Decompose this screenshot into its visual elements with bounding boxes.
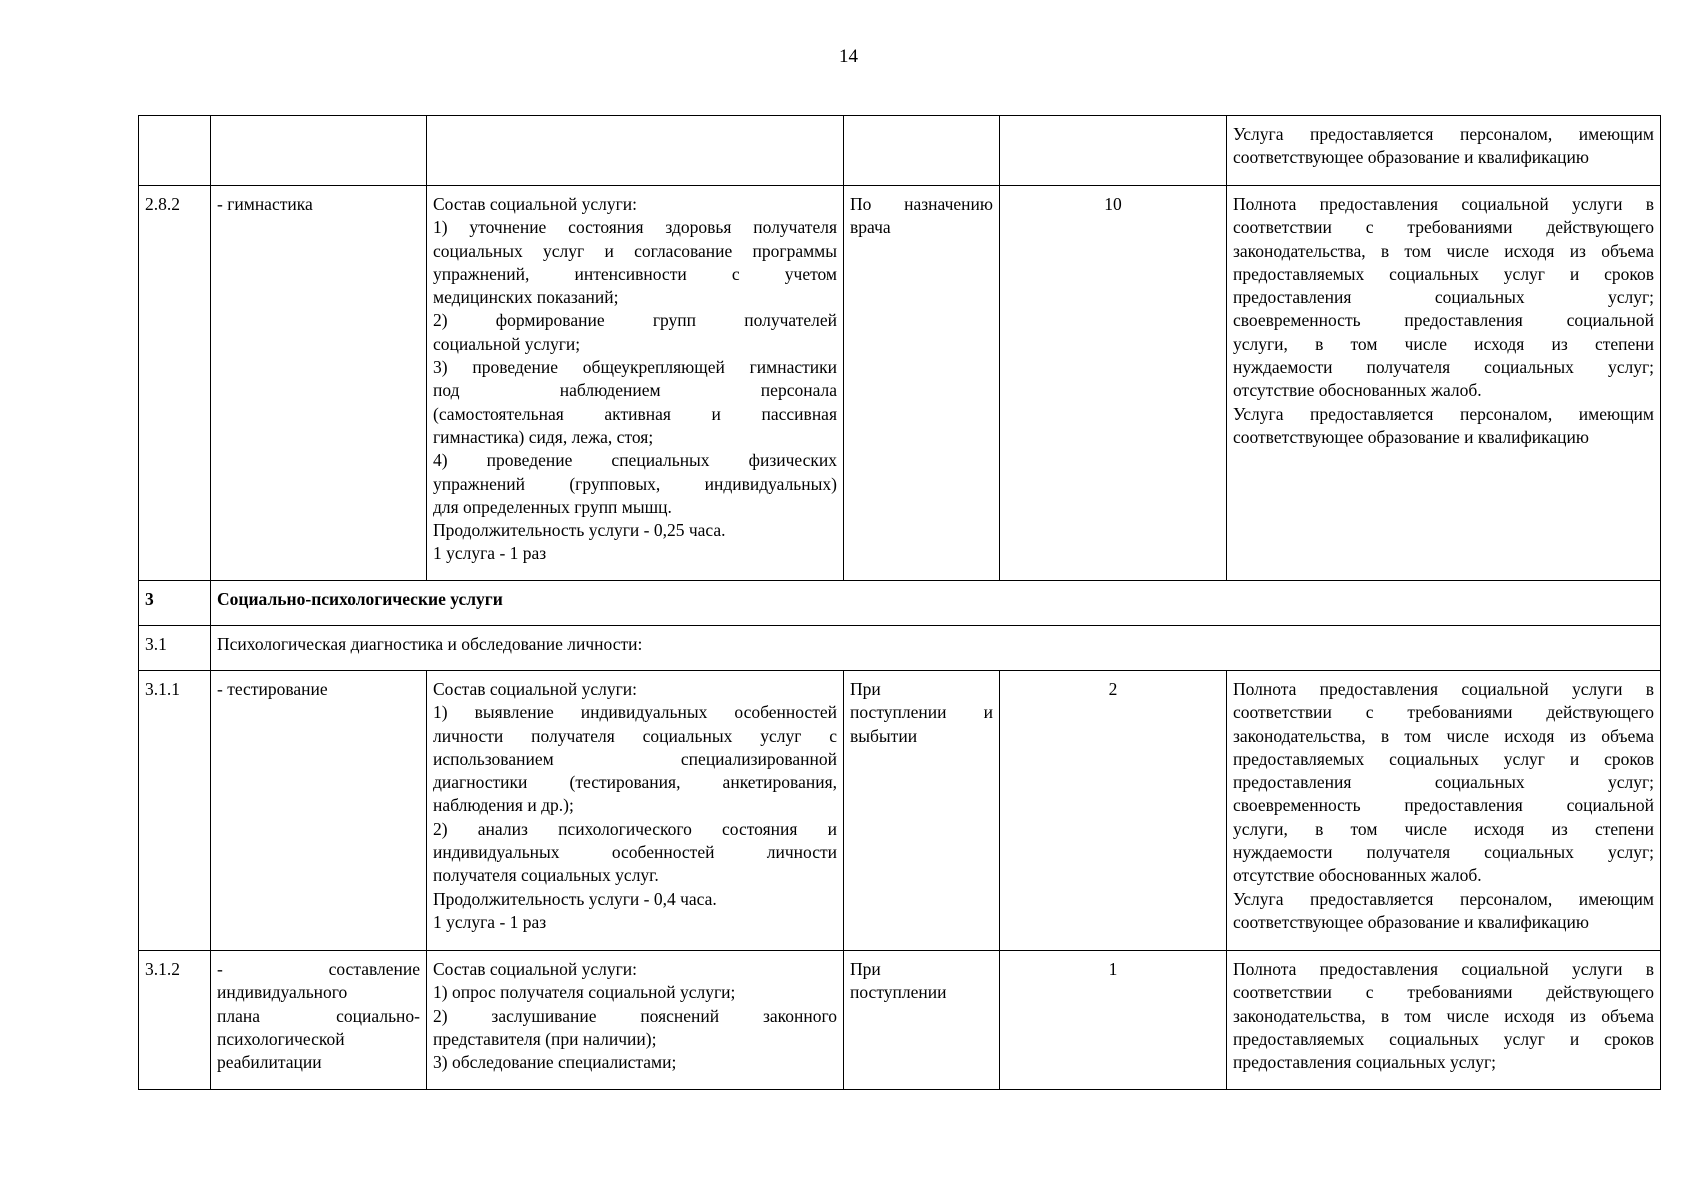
content-cell bbox=[427, 186, 844, 581]
text-line: - составление bbox=[217, 959, 420, 979]
number-cell: 3.1.1 bbox=[139, 671, 211, 951]
table-row bbox=[139, 671, 1661, 951]
text-line: 1 услуга - 1 раз bbox=[433, 543, 547, 564]
content-cell bbox=[427, 951, 844, 1090]
section-number: 3 bbox=[139, 581, 211, 626]
text-line: соответствии с требованиями действующего bbox=[1233, 982, 1654, 1003]
requirements-cell bbox=[1227, 671, 1661, 951]
text-line: под наблюдением персонала bbox=[433, 380, 837, 401]
text-line: (самостоятельная активная и пассивная bbox=[433, 403, 837, 424]
number-cell: 2.8.2 bbox=[139, 186, 211, 581]
subsection-title: Психологическая диагностика и обследование личности: bbox=[211, 626, 1661, 671]
text-line: 2) заслушивание пояснений законного bbox=[433, 1005, 837, 1026]
text-line: Услуга предоставляется персоналом, имеющим bbox=[1233, 888, 1654, 909]
text-line: индивидуального bbox=[217, 982, 348, 1003]
text-line: 2) анализ психологического состояния и bbox=[433, 818, 837, 839]
text-line: психологической bbox=[217, 1028, 345, 1049]
text-line: плана социально- bbox=[217, 1005, 420, 1026]
text-line: По назначению bbox=[850, 194, 993, 214]
subsection-row bbox=[139, 626, 1661, 671]
text-line: наблюдения и др.); bbox=[433, 795, 574, 816]
count-cell bbox=[1000, 116, 1227, 186]
text-line: Полнота предоставления социальной услуги в bbox=[1233, 679, 1654, 699]
text-line: законодательства, в том числе исходя из объема bbox=[1233, 240, 1654, 261]
text-line: Состав социальной услуги: bbox=[433, 679, 638, 699]
text-line: выбытии bbox=[850, 725, 918, 746]
text-line: Продолжительность услуги - 0,25 часа. bbox=[433, 520, 726, 541]
text-line: - гимнастика bbox=[217, 194, 313, 214]
text-line: соответствующее образование и квалификацию bbox=[1233, 147, 1589, 168]
number-cell bbox=[139, 116, 211, 186]
text-line: упражнений, интенсивности с учетом bbox=[433, 263, 837, 284]
section-title: Социально-психологические услуги bbox=[211, 581, 1661, 626]
text-line: 2) формирование групп получателей bbox=[433, 310, 837, 331]
content-cell bbox=[427, 671, 844, 951]
text-line: 1) выявление индивидуальных особенностей bbox=[433, 702, 837, 723]
count-cell: 10 bbox=[1000, 186, 1227, 581]
text-line: предоставления социальных услуг; bbox=[1233, 287, 1654, 308]
name-cell bbox=[211, 186, 427, 581]
text-line: врача bbox=[850, 217, 891, 238]
text-line: отсутствие обоснованных жалоб. bbox=[1233, 865, 1482, 886]
section-row bbox=[139, 581, 1661, 626]
text-line: Состав социальной услуги: bbox=[433, 959, 638, 979]
period-cell bbox=[844, 951, 1000, 1090]
text-line: 1) уточнение состояния здоровья получателя bbox=[433, 217, 837, 238]
table-row bbox=[139, 186, 1661, 581]
text-line: соответствии с требованиями действующего bbox=[1233, 702, 1654, 723]
text-line: Состав социальной услуги: bbox=[433, 194, 638, 214]
name-cell bbox=[211, 116, 427, 186]
name-cell bbox=[211, 951, 427, 1090]
table-row bbox=[139, 951, 1661, 1090]
period-cell bbox=[844, 186, 1000, 581]
text-line: законодательства, в том числе исходя из объема bbox=[1233, 1005, 1654, 1026]
text-line: социальной услуги; bbox=[433, 333, 581, 354]
text-line: своевременность предоставления социальной bbox=[1233, 795, 1654, 816]
text-line: соответствующее образование и квалификацию bbox=[1233, 426, 1589, 447]
text-line: упражнений (групповых, индивидуальных) bbox=[433, 473, 837, 494]
text-line: услуги, в том числе исходя из степени bbox=[1233, 818, 1654, 839]
number-cell: 3.1.2 bbox=[139, 951, 211, 1090]
period-cell bbox=[844, 671, 1000, 951]
text-line: предоставляемых социальных услуг и сроков bbox=[1233, 263, 1654, 284]
text-line: При bbox=[850, 679, 881, 699]
requirements-cell bbox=[1227, 116, 1661, 186]
text-line: поступлении bbox=[850, 982, 947, 1003]
page-number: 14 bbox=[839, 46, 858, 67]
text-line: предоставляемых социальных услуг и сроков bbox=[1233, 748, 1654, 769]
text-line: социальных услуг и согласование программы bbox=[433, 240, 837, 261]
text-line: нуждаемости получателя социальных услуг; bbox=[1233, 842, 1654, 863]
text-line: использованием специализированной bbox=[433, 748, 837, 769]
text-line: соответствии с требованиями действующего bbox=[1233, 217, 1654, 238]
services-table bbox=[138, 115, 1661, 1090]
name-cell bbox=[211, 671, 427, 951]
text-line: диагностики (тестирования, анкетирования, bbox=[433, 772, 837, 793]
text-line: соответствующее образование и квалификацию bbox=[1233, 911, 1589, 932]
text-line: Услуга предоставляется персоналом, имеющим bbox=[1233, 124, 1654, 144]
text-line: Полнота предоставления социальной услуги в bbox=[1233, 959, 1654, 979]
text-line: 1) опрос получателя социальной услуги; bbox=[433, 982, 736, 1003]
table-row bbox=[139, 116, 1661, 186]
text-line: представителя (при наличии); bbox=[433, 1028, 657, 1049]
text-line: получателя социальных услуг. bbox=[433, 865, 659, 886]
text-line: медицинских показаний; bbox=[433, 287, 619, 308]
text-line: своевременность предоставления социальной bbox=[1233, 310, 1654, 331]
count-cell: 1 bbox=[1000, 951, 1227, 1090]
subsection-number: 3.1 bbox=[139, 626, 211, 671]
text-line: нуждаемости получателя социальных услуг; bbox=[1233, 357, 1654, 378]
text-line: - тестирование bbox=[217, 679, 328, 699]
text-line: При bbox=[850, 959, 881, 979]
text-line: личности получателя социальных услуг с bbox=[433, 725, 837, 746]
text-line: гимнастика) сидя, лежа, стоя; bbox=[433, 426, 654, 447]
text-line: Услуга предоставляется персоналом, имеющим bbox=[1233, 403, 1654, 424]
text-line: 3) обследование специалистами; bbox=[433, 1052, 677, 1073]
count-cell: 2 bbox=[1000, 671, 1227, 951]
text-line: 4) проведение специальных физических bbox=[433, 450, 837, 471]
text-line: реабилитации bbox=[217, 1052, 322, 1073]
text-line: индивидуальных особенностей личности bbox=[433, 842, 837, 863]
text-line: услуги, в том числе исходя из степени bbox=[1233, 333, 1654, 354]
text-line: 3) проведение общеукрепляющей гимнастики bbox=[433, 357, 837, 378]
text-line: законодательства, в том числе исходя из объема bbox=[1233, 725, 1654, 746]
text-line: Продолжительность услуги - 0,4 часа. bbox=[433, 888, 717, 909]
text-line: Полнота предоставления социальной услуги в bbox=[1233, 194, 1654, 214]
text-line: отсутствие обоснованных жалоб. bbox=[1233, 380, 1482, 401]
text-line: для определенных групп мышц. bbox=[433, 496, 672, 517]
content-cell bbox=[427, 116, 844, 186]
requirements-cell bbox=[1227, 951, 1661, 1090]
requirements-cell bbox=[1227, 186, 1661, 581]
text-line: предоставления социальных услуг; bbox=[1233, 772, 1654, 793]
text-line: 1 услуга - 1 раз bbox=[433, 911, 547, 932]
text-line: предоставления социальных услуг; bbox=[1233, 1052, 1496, 1073]
text-line: поступлении и bbox=[850, 702, 993, 723]
text-line: предоставляемых социальных услуг и сроков bbox=[1233, 1028, 1654, 1049]
period-cell bbox=[844, 116, 1000, 186]
